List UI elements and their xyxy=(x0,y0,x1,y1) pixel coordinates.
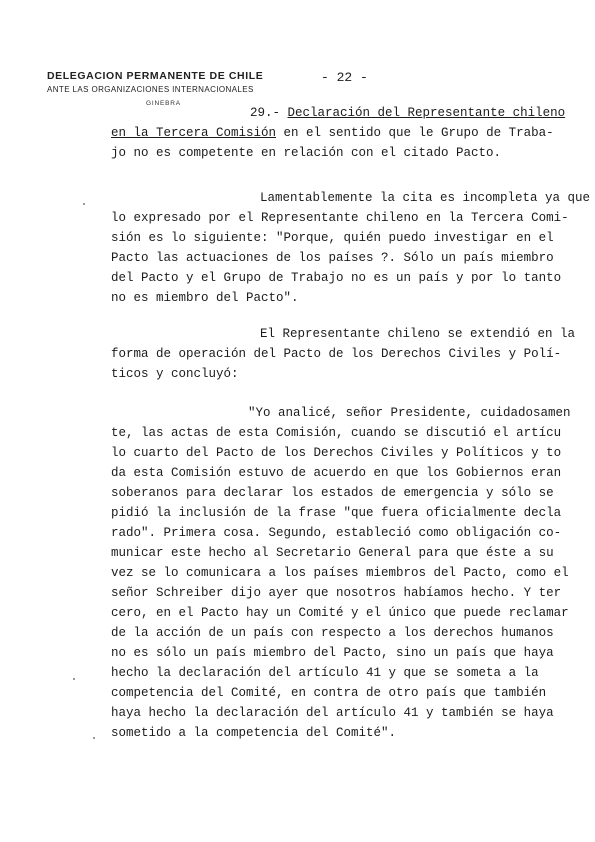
paragraph1-line: Lamentablemente la cita es incompleta ya que xyxy=(260,191,591,205)
scan-speck xyxy=(83,203,85,205)
heading-title-part1: Declaración del Representante chileno xyxy=(287,106,566,120)
paragraph1-line: Pacto las actuaciones de los países ?. Sólo un país miembro xyxy=(111,251,554,265)
quote-line: municar este hecho al Secretario General para que éste a su xyxy=(111,546,554,560)
quote-line: no es sólo un país miembro del Pacto, sino un país que haya xyxy=(111,646,554,660)
heading-title-part2: en la Tercera Comisión xyxy=(111,126,277,140)
quote-line: da esta Comisión estuvo de acuerdo en que los Gobiernos eran xyxy=(111,466,562,480)
paragraph1-line: no es miembro del Pacto". xyxy=(111,291,299,305)
paragraph2-line: forma de operación del Pacto de los Derechos Civiles y Polí- xyxy=(111,347,562,361)
letterhead-delegation: DELEGACION PERMANENTE DE CHILE xyxy=(47,70,264,82)
quote-line: de la acción de un país con respecto a los derechos humanos xyxy=(111,626,554,640)
page-number: - 22 - xyxy=(321,70,368,85)
quote-line: hecho la declaración del artículo 41 y que se someta a la xyxy=(111,666,539,680)
quote-line: "Yo analicé, señor Presidente, cuidadosamen xyxy=(248,406,571,420)
quote-line: pidió la inclusión de la frase "que fuera oficialmente decla xyxy=(111,506,562,520)
heading-line-3: jo no es competente en relación con el citado Pacto. xyxy=(111,146,502,160)
quote-line: lo cuarto del Pacto de los Derechos Civiles y Políticos y to xyxy=(111,446,562,460)
paragraph1-line: sión es lo siguiente: "Porque, quién puedo investigar en el xyxy=(111,231,554,245)
quote-line: competencia del Comité, en contra de otro país que también xyxy=(111,686,547,700)
paragraph2-line: El Representante chileno se extendió en la xyxy=(260,327,576,341)
heading-line-1 xyxy=(250,104,565,124)
quote-line: haya hecho la declaración del artículo 41 y también se haya xyxy=(111,706,554,720)
heading-number: 29.- xyxy=(250,106,281,120)
quote-line: cero, en el Pacto hay un Comité y el único que puede reclamar xyxy=(111,606,569,620)
heading-line-2 xyxy=(111,124,554,144)
scan-speck xyxy=(73,678,75,680)
letterhead-city: GINEBRA xyxy=(146,100,181,107)
quote-line: rado". Primera cosa. Segundo, estableció como obligación co- xyxy=(111,526,562,540)
letterhead xyxy=(47,70,263,107)
paragraph1-line: lo expresado por el Representante chileno en la Tercera Comi- xyxy=(111,211,569,225)
scan-speck xyxy=(93,737,95,739)
paragraph2-line: ticos y concluyó: xyxy=(111,367,239,381)
quote-line: vez se lo comunicara a los países miembros del Pacto, como el xyxy=(111,566,569,580)
heading-line-2-rest: en el sentido que le Grupo de Traba- xyxy=(276,126,554,140)
paragraph1-line: del Pacto y el Grupo de Trabajo no es un país y por lo tanto xyxy=(111,271,562,285)
letterhead-organizations: ANTE LAS ORGANIZACIONES INTERNACIONALES xyxy=(47,85,254,94)
quote-line: te, las actas de esta Comisión, cuando se discutió el artícu xyxy=(111,426,562,440)
quote-line: señor Schreiber dijo ayer que nosotros habíamos hecho. Y ter xyxy=(111,586,562,600)
quote-line: sometido a la competencia del Comité". xyxy=(111,726,397,740)
quote-line: soberanos para declarar los estados de emergencia y sólo se xyxy=(111,486,554,500)
